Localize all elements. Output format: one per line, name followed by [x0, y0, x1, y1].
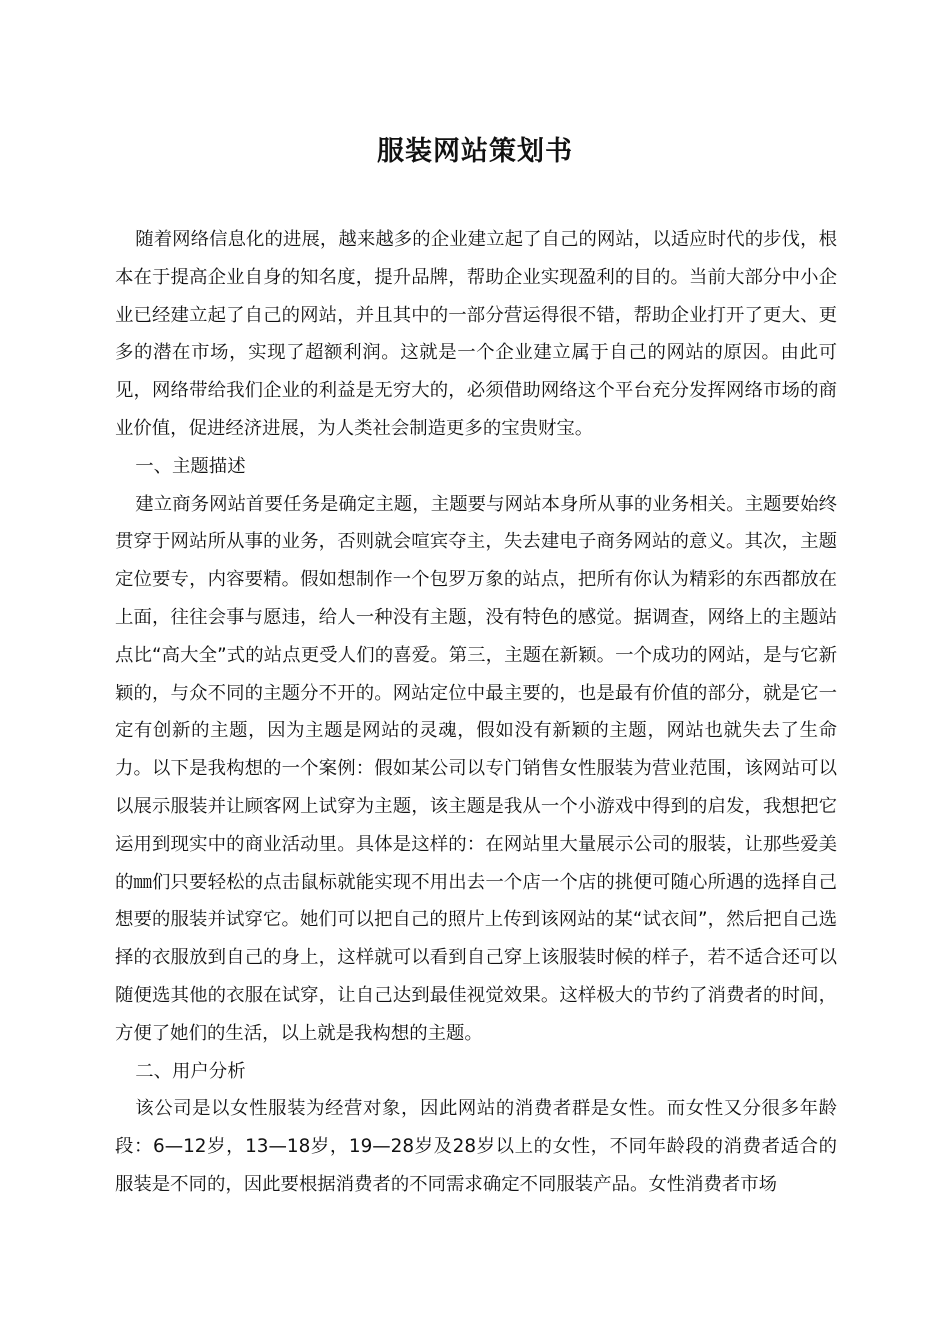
- document-title: 服装网站策划书: [377, 136, 573, 167]
- section-heading-theme: 一、主题描述: [135, 455, 246, 477]
- section-heading-users: 二、用户分析: [135, 1060, 246, 1082]
- document-body: [115, 221, 837, 1204]
- section-body-users: 该公司是以女性服装为经营对象，因此网站的消费者群是女性。而女性又分很多年龄段：6—12岁，13—18岁，19—28岁及28岁以上的女性，不同年龄段的消费者适合的服装是不同的，因此要根据消费者的不同需求确定不同服装产品。女性消费者市场: [115, 1098, 837, 1195]
- intro-paragraph: 随着网络信息化的进展，越来越多的企业建立起了自己的网站，以适应时代的步伐，根本在于提高企业自身的知名度，提升品牌，帮助企业实现盈利的目的。当前大部分中小企业已经建立起了自己的网站，并且其中的一部分营运得很不错，帮助企业打开了更大、更多的潜在市场，实现了超额利润。这就是一个企业建立属于自己的网站的原因。由此可见，网络带给我们企业的利益是无穷大的，必须借助网络这个平台充分发挥网络市场的商业价值，促进经济进展，为人类社会制造更多的宝贵财宝。: [115, 229, 837, 439]
- section-body-theme: 建立商务网站首要任务是确定主题，主题要与网站本身所从事的业务相关。主题要始终贯穿于网站所从事的业务，否则就会喧宾夺主，失去建电子商务网站的意义。其次，主题定位要专，内容要精。假如想制作一个包罗万象的站点，把所有你认为精彩的东西都放在上面，往往会事与愿违，给人一种没有主题，没有特色的感觉。据调查，网络上的主题站点比“高大全”式的站点更受人们的喜爱。第三，主题在新颖。一个成功的网站，是与它新颖的，与众不同的主题分不开的。网站定位中最主要的，也是最有价值的部分，就是它一定有创新的主题，因为主题是网站的灵魂，假如没有新颖的主题，网站也就失去了生命力。以下是我构想的一个案例：假如某公司以专门销售女性服装为营业范围，该网站可以以展示服装并让顾客网上试穿为主题，该主题是我从一个小游戏中得到的启发，我想把它运用到现实中的商业活动里。具体是这样的：在网站里大量展示公司的服装，让那些爱美的㎜们只要轻松的点击鼠标就能实现不用出去一个店一个店的挑便可随心所遇的选择自己想要的服装并试穿它。她们可以把自己的照片上传到该网站的某“试衣间”，然后把自己选择的衣服放到自己的身上，这样就可以看到自己穿上该服装时候的样子，若不适合还可以随便选其他的衣服在试穿，让自己达到最佳视觉效果。这样极大的节约了消费者的时间，方便了她们的生活，以上就是我构想的主题。: [115, 493, 837, 1044]
